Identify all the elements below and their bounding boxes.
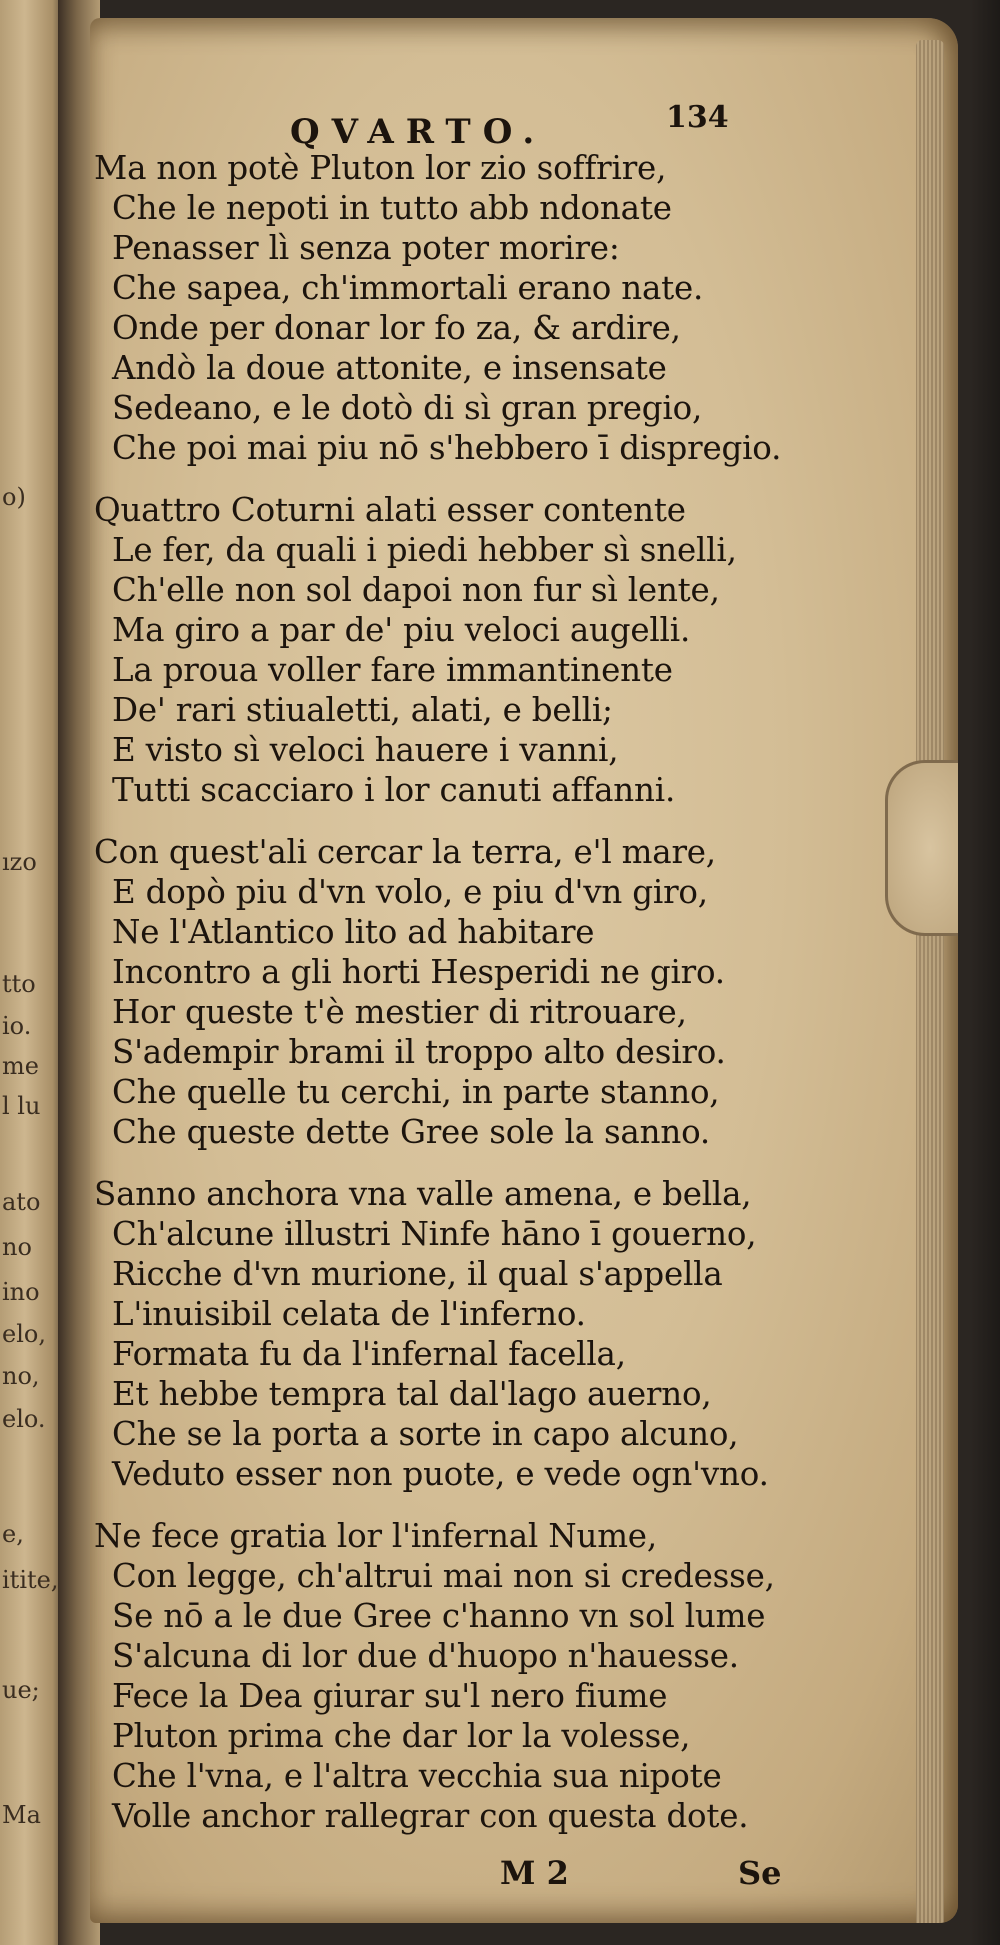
verse-line: Ricche d'vn murione, il qual s'appella <box>112 1255 723 1293</box>
verse-line: Che se la porta a sorte in capo alcuno, <box>112 1415 739 1453</box>
page-edges <box>916 40 944 1923</box>
left-page-fragment: o) <box>2 483 26 511</box>
catchword: Se <box>738 1854 782 1892</box>
left-page-fragment: elo. <box>2 1405 46 1433</box>
stanza <box>94 148 884 468</box>
left-page-fragment: ato <box>2 1188 41 1216</box>
left-page-fragment: tto <box>2 970 36 998</box>
verse-line: Le fer, da quali i piedi hebber sì snelli, <box>112 531 737 569</box>
page-header <box>94 98 884 152</box>
left-page-fragment: itite, <box>2 1566 59 1594</box>
folio-number: 134 <box>666 100 729 135</box>
left-page-fragment: e, <box>2 1520 24 1548</box>
stanza <box>94 1174 884 1494</box>
verse-line: Ch'elle non sol dapoi non fur sì lente, <box>112 571 720 609</box>
left-page-fragment: ızo <box>2 848 37 876</box>
verse-line: Pluton prima che dar lor la volesse, <box>112 1717 691 1755</box>
verse-line: Che quelle tu cerchi, in parte stanno, <box>112 1073 720 1111</box>
page-footer <box>94 1850 884 1900</box>
right-page <box>90 18 958 1923</box>
stanza <box>94 490 884 810</box>
verse-line: Sanno anchora vna valle amena, e bella, <box>94 1175 752 1213</box>
signature-mark: M 2 <box>500 1854 569 1892</box>
verse-line: La proua voller fare immantinente <box>112 651 673 689</box>
verse-line: Che sapea, ch'immortali erano nate. <box>112 269 704 307</box>
left-page-fragment: me <box>2 1052 39 1080</box>
verse-line: E dopò piu d'vn volo, e piu d'vn giro, <box>112 873 708 911</box>
left-page-fragment: no, <box>2 1362 40 1390</box>
stanza <box>94 1516 884 1836</box>
verse-line: Formata fu da l'infernal facella, <box>112 1335 626 1373</box>
left-page-fragment: ino <box>2 1278 40 1306</box>
left-facing-page <box>0 0 62 1945</box>
verse-line: Che le nepoti in tutto abb ndonate <box>112 189 672 227</box>
verse-line: Con legge, ch'altrui mai non si credesse, <box>112 1557 775 1595</box>
verse-line: Ma non potè Pluton lor zio soffrire, <box>94 149 667 187</box>
stanza <box>94 832 884 1152</box>
left-page-fragment: Ma <box>2 1801 41 1829</box>
verse-line: Andò la doue attonite, e insensate <box>112 349 667 387</box>
verse-line: Quattro Coturni alati esser contente <box>94 491 686 529</box>
verse-line: Tutti scacciaro i lor canuti affanni. <box>112 771 676 809</box>
verse-line: Et hebbe tempra tal dal'lago auerno, <box>112 1375 712 1413</box>
verse-line: Veduto esser non puote, e vede ogn'vno. <box>112 1455 769 1493</box>
verse-line: Ne fece gratia lor l'infernal Nume, <box>94 1517 657 1555</box>
verse-line: De' rari stiualetti, alati, e belli; <box>112 691 613 729</box>
verse-line: Che queste dette Gree sole la sanno. <box>112 1113 711 1151</box>
verse-line: Che l'vna, e l'altra vecchia sua nipote <box>112 1757 722 1795</box>
left-page-fragment: ue; <box>2 1676 40 1704</box>
verse-line: L'inuisibil celata de l'inferno. <box>112 1295 586 1333</box>
verse-line: Ma giro a par de' piu veloci augelli. <box>112 611 691 649</box>
verse-line: Fece la Dea giurar su'l nero fiume <box>112 1677 668 1715</box>
left-page-fragment: io. <box>2 1012 32 1040</box>
verse-line: S'adempir brami il troppo alto desiro. <box>112 1033 726 1071</box>
verse-line: Penasser lì senza poter morire: <box>112 229 620 267</box>
verse-line: Incontro a gli horti Hesperidi ne giro. <box>112 953 725 991</box>
verse-line: Hor queste t'è mestier di ritrouare, <box>112 993 687 1031</box>
page-text <box>94 98 884 1900</box>
verse-line: Ch'alcune illustri Ninfe hāno ī gouerno, <box>112 1215 757 1253</box>
verse-line: Volle anchor rallegrar con questa dote. <box>112 1797 749 1835</box>
verse-line: Che poi mai piu nō s'hebbero ī dispregio. <box>112 429 782 467</box>
verse-line: Con quest'ali cercar la terra, e'l mare, <box>94 833 716 871</box>
verse-line: S'alcuna di lor due d'huopo n'hauesse. <box>112 1637 739 1675</box>
verse-line: Se nō a le due Gree c'hanno vn sol lume <box>112 1597 766 1635</box>
verse-line: E visto sì veloci hauere i vanni, <box>112 731 619 769</box>
verse-line: Onde per donar lor fo za, & ardire, <box>112 309 681 347</box>
verse-line: Ne l'Atlantico lito ad habitare <box>112 913 595 951</box>
left-page-fragment: no <box>2 1233 32 1261</box>
left-page-fragment: l lu <box>2 1092 41 1120</box>
stanzas <box>94 148 884 1836</box>
book-clasp <box>885 760 958 936</box>
running-head: QVARTO. <box>290 112 547 152</box>
left-page-fragment: elo, <box>2 1320 46 1348</box>
verse-line: Sedeano, e le dotò di sì gran pregio, <box>112 389 703 427</box>
